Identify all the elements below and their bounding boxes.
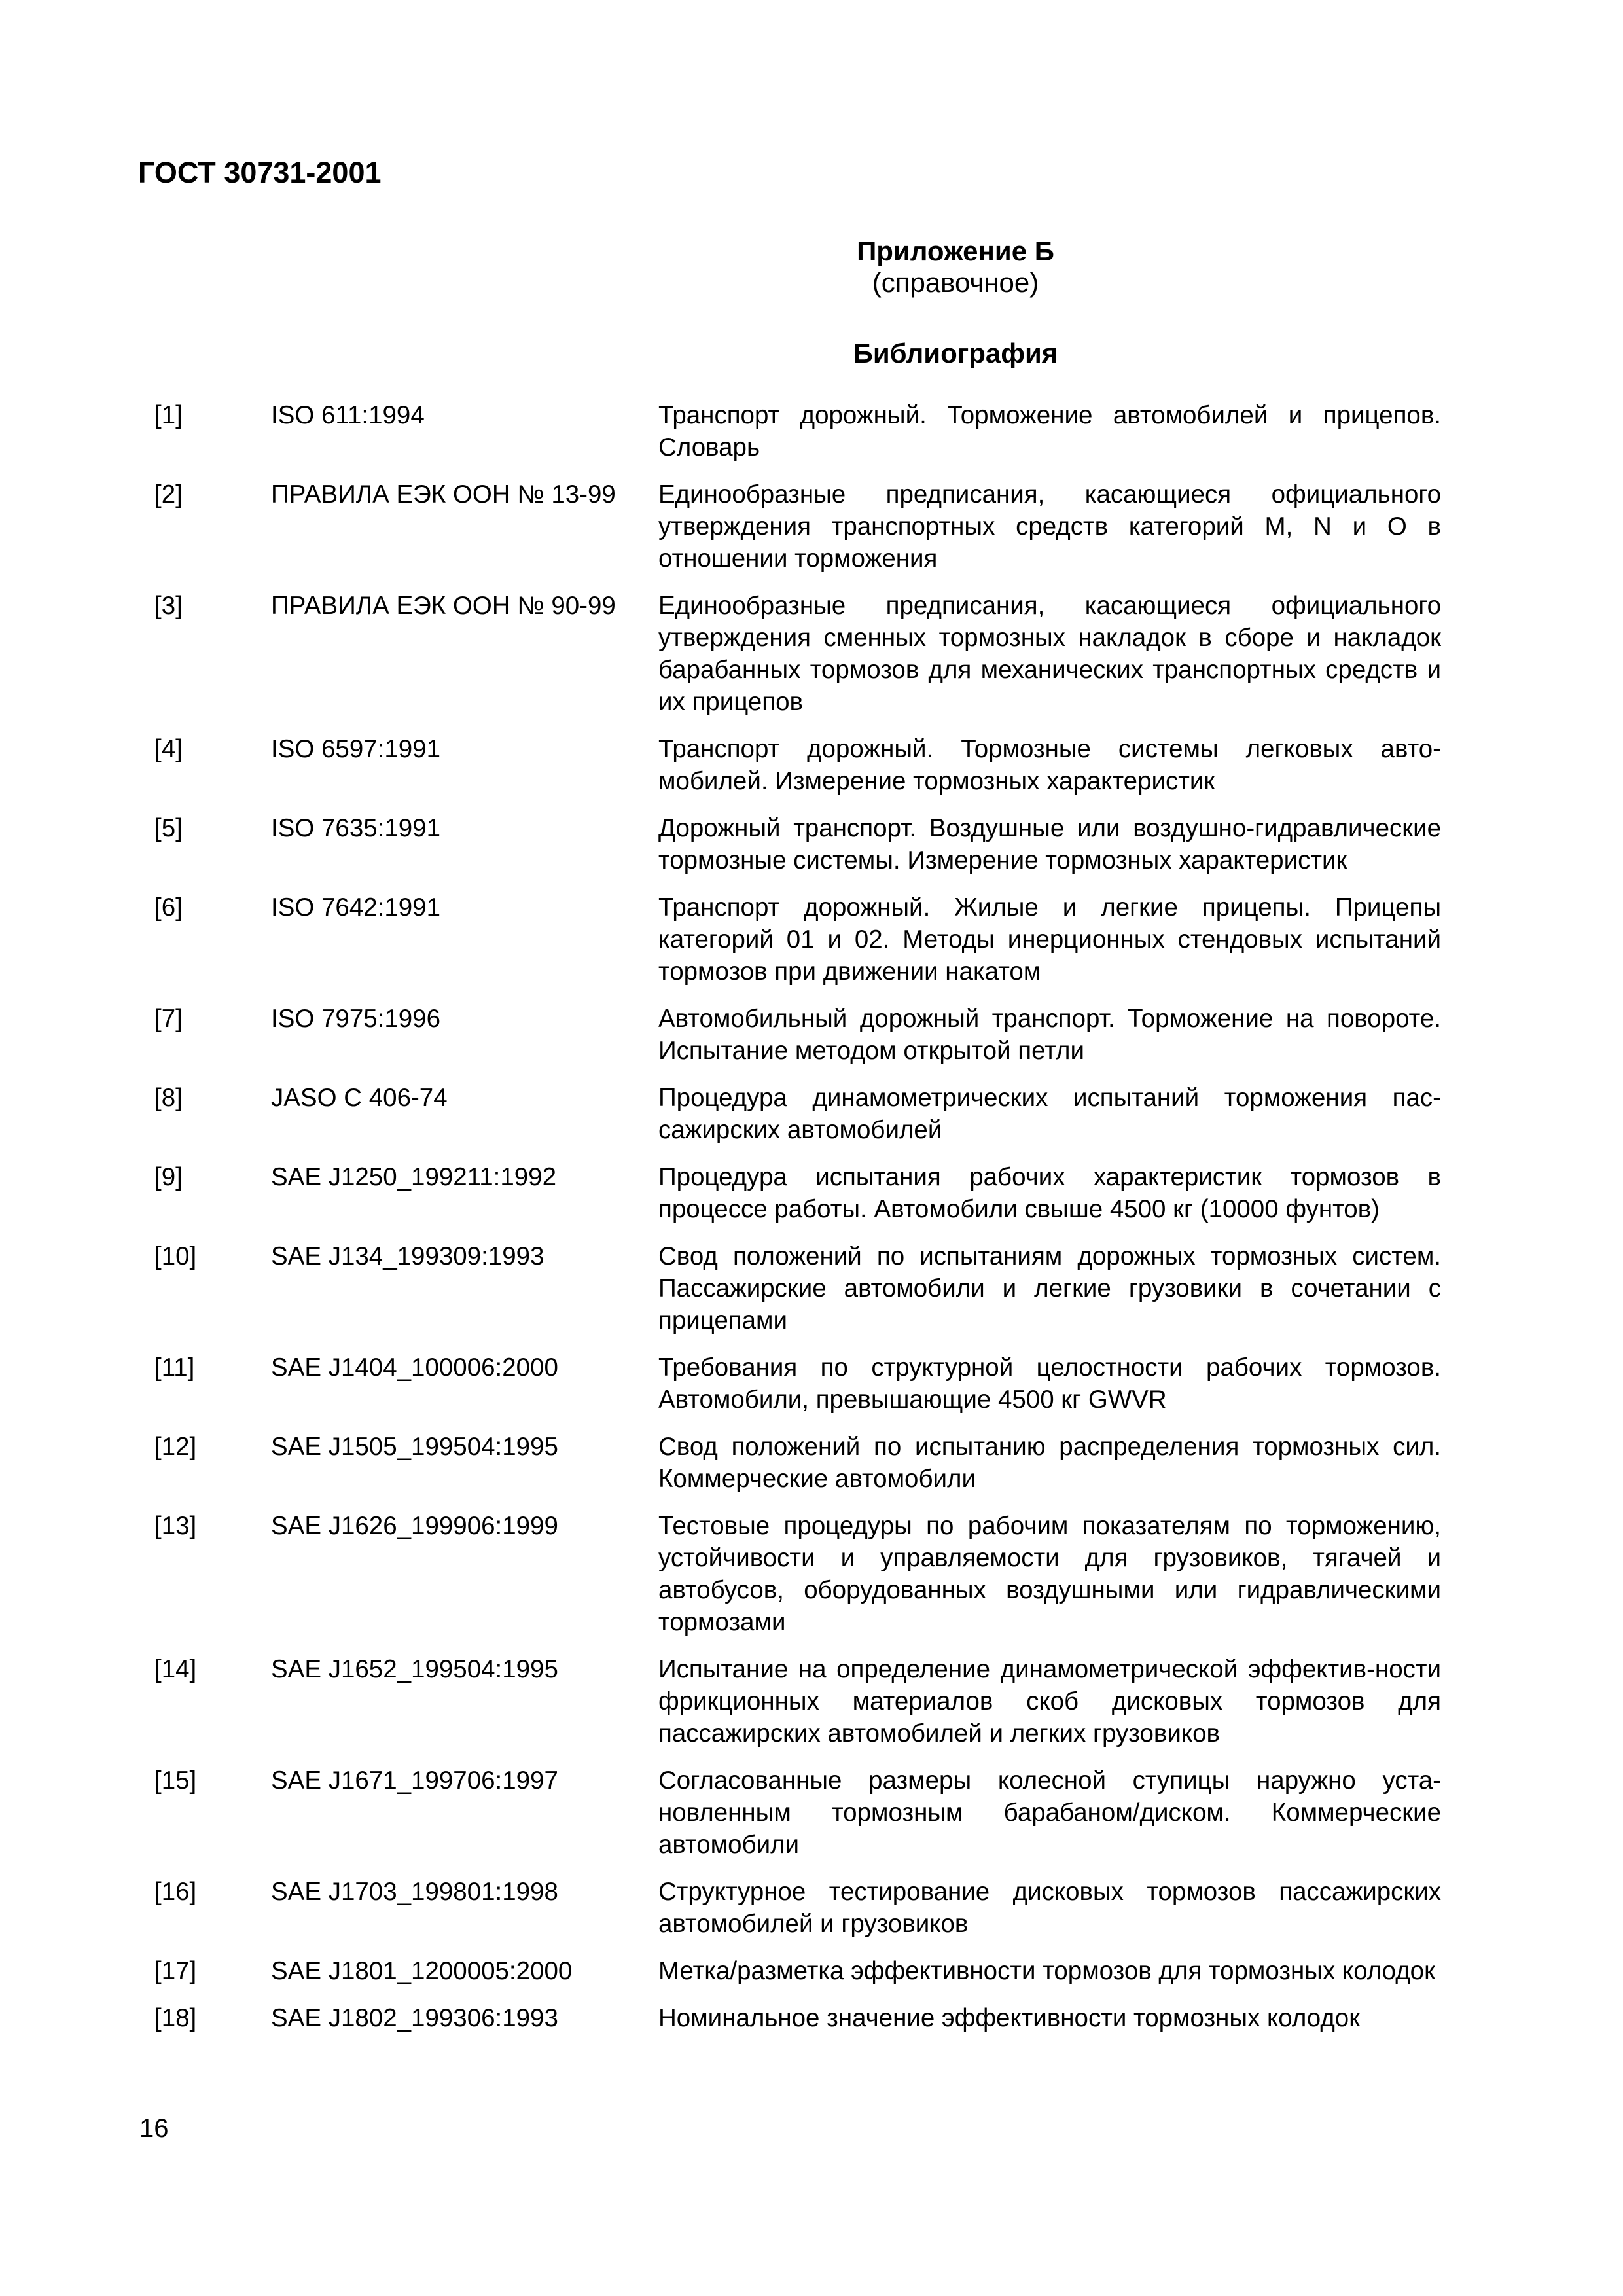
reference-item xyxy=(154,1765,1463,1861)
reference-description: Единообразные предписания, касающиеся официального утверждения сменных тормозных накладок в сборе и накладок барабанных тормозов для механических транспортных средств и их прицепов xyxy=(658,592,1441,716)
reference-code: SAE J1404_100006:2000 xyxy=(271,1354,558,1382)
reference-code: SAE J1250_199211:1992 xyxy=(271,1163,557,1191)
reference-description: Номинальное значение эффективности тормозных колодок xyxy=(658,2004,1361,2032)
reference-code: ПРАВИЛА ЕЭК ООН № 90-99 xyxy=(271,592,616,620)
reference-number: [4] xyxy=(154,735,183,763)
reference-number: [17] xyxy=(154,1957,197,1985)
reference-item xyxy=(154,1161,1463,1225)
reference-item xyxy=(154,1003,1463,1067)
reference-item xyxy=(154,1082,1463,1146)
reference-item xyxy=(154,590,1463,718)
reference-code: ISO 7642:1991 xyxy=(271,893,441,922)
bibliography-heading: Библиография xyxy=(853,338,1058,368)
reference-description: Свод положений по испытаниям дорожных тормозных систем. Пассажирские автомобили и легкие грузовики в сочетании с прицепами xyxy=(658,1242,1441,1335)
reference-code: ПРАВИЛА ЕЭК ООН № 13-99 xyxy=(271,480,616,509)
reference-item xyxy=(154,812,1463,876)
reference-number: [18] xyxy=(154,2004,197,2032)
reference-description: Свод положений по испытанию распределения тормозных сил. Коммерческие автомобили xyxy=(658,1433,1441,1493)
reference-code: SAE J1626_199906:1999 xyxy=(271,1512,558,1540)
reference-number: [14] xyxy=(154,1655,197,1683)
reference-description: Автомобильный дорожный транспорт. Торможение на повороте. Испытание методом открытой петли xyxy=(658,1005,1441,1065)
reference-code: SAE J1671_199706:1997 xyxy=(271,1767,558,1795)
reference-number: [11] xyxy=(154,1354,195,1382)
reference-description: Процедура испытания рабочих характеристик тормозов в процессе работы. Автомобили свыше 4500 кг (10000 фунтов) xyxy=(658,1163,1441,1223)
reference-item xyxy=(154,2002,1463,2034)
reference-code: SAE J1802_199306:1993 xyxy=(271,2004,558,2032)
reference-description: Требования по структурной целостности рабочих тормозов. Автомобили, превышающие 4500 кг GWVR xyxy=(658,1354,1441,1414)
reference-number: [10] xyxy=(154,1242,197,1270)
reference-item xyxy=(154,1955,1463,1987)
reference-code: SAE J1652_199504:1995 xyxy=(271,1655,558,1683)
reference-code: SAE J1505_199504:1995 xyxy=(271,1433,558,1461)
reference-code: SAE J134_199309:1993 xyxy=(271,1242,544,1270)
annex-title: Приложение Б xyxy=(857,236,1054,266)
reference-code: SAE J1703_199801:1998 xyxy=(271,1878,558,1906)
reference-number: [5] xyxy=(154,814,183,842)
reference-code: JASO C 406-74 xyxy=(271,1084,448,1112)
reference-code: ISO 611:1994 xyxy=(271,401,425,429)
reference-code: ISO 7975:1996 xyxy=(271,1005,441,1033)
reference-number: [2] xyxy=(154,480,183,509)
reference-description: Метка/разметка эффективности тормозов для тормозных колодок xyxy=(658,1957,1435,1985)
reference-code: ISO 7635:1991 xyxy=(271,814,441,842)
reference-number: [1] xyxy=(154,401,183,429)
reference-description: Испытание на определение динамометрической эффектив-ности фрикционных материалов скоб дисковых тормозов для пассажирских автомобилей и легких грузовиков xyxy=(658,1655,1441,1748)
reference-number: [15] xyxy=(154,1767,197,1795)
reference-number: [12] xyxy=(154,1433,197,1461)
reference-item xyxy=(154,891,1463,988)
page-number: 16 xyxy=(139,2114,169,2143)
reference-item xyxy=(154,478,1463,575)
reference-description: Процедура динамометрических испытаний торможения пас-сажирских автомобилей xyxy=(658,1084,1441,1144)
reference-number: [9] xyxy=(154,1163,183,1191)
reference-item xyxy=(154,1510,1463,1638)
reference-code: ISO 6597:1991 xyxy=(271,735,441,763)
reference-item xyxy=(154,733,1463,797)
reference-number: [7] xyxy=(154,1005,183,1033)
reference-description: Тестовые процедуры по рабочим показателям по торможению, устойчивости и управляемости для грузовиков, тягачей и автобусов, оборудованных воздушными или гидравлическими тормозами xyxy=(658,1512,1441,1636)
reference-description: Транспорт дорожный. Тормозные системы легковых авто-мобилей. Измерение тормозных характеристик xyxy=(658,735,1441,795)
reference-code: SAE J1801_1200005:2000 xyxy=(271,1957,573,1985)
reference-number: [6] xyxy=(154,893,183,922)
reference-number: [8] xyxy=(154,1084,183,1112)
reference-item xyxy=(154,399,1463,463)
reference-item xyxy=(154,1876,1463,1940)
reference-number: [3] xyxy=(154,592,183,620)
reference-item xyxy=(154,1240,1463,1336)
reference-description: Транспорт дорожный. Торможение автомобилей и прицепов. Словарь xyxy=(658,401,1441,461)
reference-description: Транспорт дорожный. Жилые и легкие прицепы. Прицепы категорий 01 и 02. Методы инерционных стендовых испытаний тормозов при движении накатом xyxy=(658,893,1441,986)
reference-item xyxy=(154,1653,1463,1749)
reference-number: [13] xyxy=(154,1512,197,1540)
reference-description: Согласованные размеры колесной ступицы наружно уста-новленным тормозным барабаном/диском. Коммерческие автомобили xyxy=(658,1767,1441,1859)
reference-item xyxy=(154,1431,1463,1495)
reference-description: Единообразные предписания, касающиеся официального утверждения транспортных средств категорий М, N и О в отношении торможения xyxy=(658,480,1441,573)
reference-item xyxy=(154,1352,1463,1416)
reference-number: [16] xyxy=(154,1878,197,1906)
document-code: ГОСТ 30731-2001 xyxy=(138,156,382,189)
reference-list xyxy=(154,399,1463,2049)
reference-description: Структурное тестирование дисковых тормозов пассажирских автомобилей и грузовиков xyxy=(658,1878,1441,1938)
annex-subtitle: (справочное) xyxy=(872,267,1039,298)
reference-description: Дорожный транспорт. Воздушные или воздушно-гидравлические тормозные системы. Измерение тормозных характеристик xyxy=(658,814,1441,874)
